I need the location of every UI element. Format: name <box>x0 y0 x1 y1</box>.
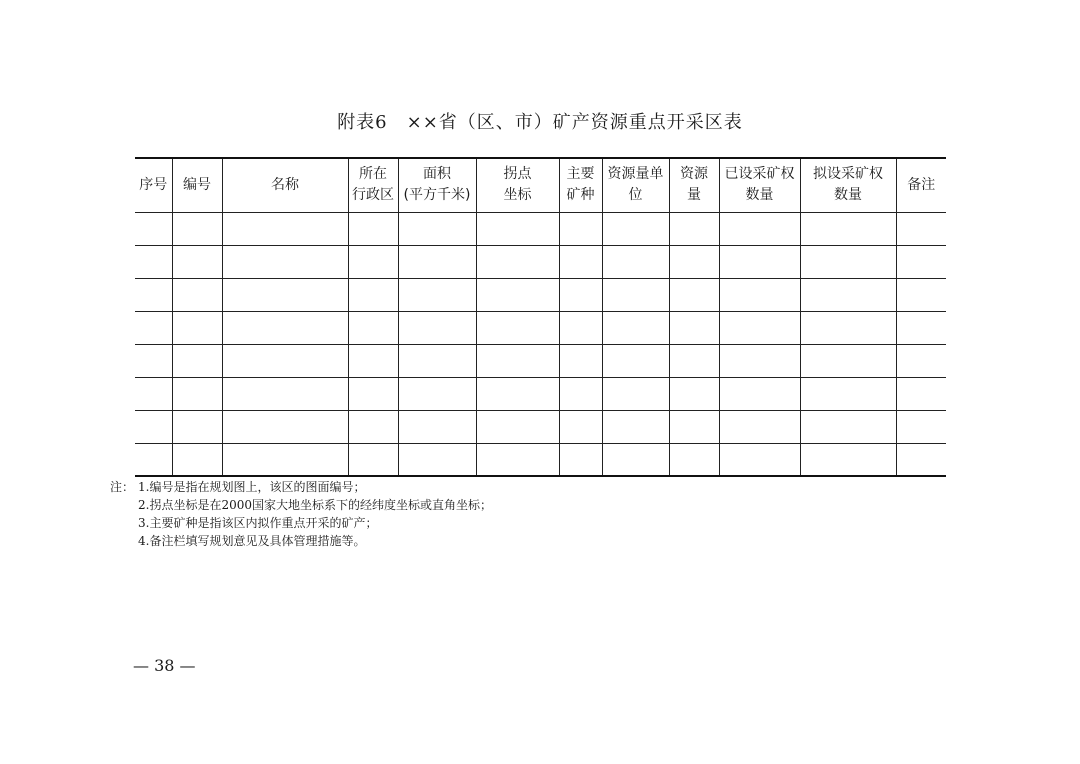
table-cell <box>476 410 559 443</box>
table-cell <box>348 443 398 476</box>
column-header <box>559 158 602 212</box>
column-header-line: 所在 <box>359 166 387 183</box>
column-header-line: 数量 <box>834 187 862 204</box>
table-cell <box>559 443 602 476</box>
table-cell <box>719 245 800 278</box>
table-cell <box>135 278 172 311</box>
table-cell <box>348 212 398 245</box>
table-cell <box>669 311 719 344</box>
table-cell <box>669 443 719 476</box>
footnote-text: 3.主要矿种是指该区内拟作重点开采的矿产； <box>138 516 378 530</box>
table-cell <box>172 410 222 443</box>
table-row <box>135 410 946 443</box>
table-cell <box>398 443 476 476</box>
table-cell <box>172 377 222 410</box>
table-cell <box>222 311 348 344</box>
table-cell <box>398 344 476 377</box>
table-cell <box>559 245 602 278</box>
table-cell <box>669 245 719 278</box>
table-row <box>135 344 946 377</box>
table-cell <box>172 311 222 344</box>
table-cell <box>800 245 896 278</box>
table-cell <box>135 377 172 410</box>
column-header <box>172 158 222 212</box>
column-header-line: 坐标 <box>503 187 532 204</box>
table-cell <box>398 212 476 245</box>
table-cell <box>719 278 800 311</box>
column-header <box>602 158 669 212</box>
table-cell <box>669 344 719 377</box>
table-cell <box>398 377 476 410</box>
table-cell <box>896 245 946 278</box>
table-cell <box>800 344 896 377</box>
column-header-line: 行政区 <box>352 187 394 204</box>
footnote-item <box>110 514 492 532</box>
table-cell <box>719 344 800 377</box>
table-cell <box>135 443 172 476</box>
table-cell <box>602 377 669 410</box>
table-cell <box>222 212 348 245</box>
table-cell <box>719 311 800 344</box>
table-cell <box>398 245 476 278</box>
column-header-line: 编号 <box>183 176 211 193</box>
table-cell <box>172 443 222 476</box>
footnote-item <box>110 532 492 550</box>
table-cell <box>222 245 348 278</box>
table-cell <box>800 377 896 410</box>
table-cell <box>348 410 398 443</box>
column-header-line: 矿种 <box>566 187 595 204</box>
table-cell <box>602 443 669 476</box>
column-header-line: 量 <box>687 187 701 204</box>
table-cell <box>602 278 669 311</box>
table-cell <box>476 212 559 245</box>
footnote-text: 4.备注栏填写规划意见及具体管理措施等。 <box>138 534 366 548</box>
column-header-line: 拟设采矿权 <box>813 166 883 183</box>
table-cell <box>719 410 800 443</box>
table-cell <box>559 311 602 344</box>
footnote-item <box>110 496 492 514</box>
table-cell <box>222 443 348 476</box>
column-header-line: 数量 <box>745 187 774 204</box>
column-header-line: 备注 <box>907 176 936 193</box>
table-cell <box>896 344 946 377</box>
table-row <box>135 377 946 410</box>
table-cell <box>896 377 946 410</box>
table-cell <box>800 278 896 311</box>
footnote-text: 1.编号是指在规划图上，该区的图面编号； <box>138 480 366 494</box>
table-cell <box>476 311 559 344</box>
table-cell <box>476 443 559 476</box>
table-row <box>135 443 946 476</box>
column-header <box>135 158 172 212</box>
footnote-prefix: 注： <box>110 480 135 494</box>
column-header-line: 面积 <box>423 166 451 183</box>
table-cell <box>172 212 222 245</box>
table-cell <box>222 410 348 443</box>
table-cell <box>719 212 800 245</box>
table-cell <box>348 278 398 311</box>
table-cell <box>719 377 800 410</box>
table-cell <box>476 377 559 410</box>
table-cell <box>800 212 896 245</box>
table-cell <box>135 245 172 278</box>
column-header <box>398 158 476 212</box>
table-cell <box>559 410 602 443</box>
table-row <box>135 245 946 278</box>
table-cell <box>602 245 669 278</box>
table-cell <box>476 344 559 377</box>
table-cell <box>135 410 172 443</box>
column-header-line: 序号 <box>139 176 168 193</box>
table-cell <box>348 344 398 377</box>
column-header-line: 位 <box>628 187 643 204</box>
table-cell <box>669 212 719 245</box>
column-header <box>896 158 946 212</box>
table-cell <box>602 212 669 245</box>
table-cell <box>559 278 602 311</box>
table-cell <box>222 278 348 311</box>
table-cell <box>896 311 946 344</box>
table-cell <box>602 410 669 443</box>
table-cell <box>800 443 896 476</box>
table-cell <box>135 344 172 377</box>
table-cell <box>348 377 398 410</box>
table-cell <box>669 410 719 443</box>
table-cell <box>896 443 946 476</box>
table-cell <box>559 377 602 410</box>
table-cell <box>800 311 896 344</box>
table-header-row <box>135 158 946 212</box>
table-cell <box>348 245 398 278</box>
table-cell <box>172 344 222 377</box>
table-cell <box>476 278 559 311</box>
column-header <box>222 158 348 212</box>
table-cell <box>222 377 348 410</box>
column-header <box>669 158 719 212</box>
footnote-item <box>110 478 492 496</box>
table-cell <box>602 311 669 344</box>
column-header-line: 资源 <box>680 166 708 183</box>
table-cell <box>559 212 602 245</box>
table-cell <box>602 344 669 377</box>
mining-area-table <box>135 157 946 477</box>
table-cell <box>896 278 946 311</box>
column-header-line: 已设采矿权 <box>724 166 795 183</box>
table-cell <box>669 278 719 311</box>
table-row <box>135 311 946 344</box>
table-cell <box>719 443 800 476</box>
column-header <box>476 158 559 212</box>
column-header-line: 名称 <box>271 176 299 193</box>
table-cell <box>896 212 946 245</box>
column-header-line: 主要 <box>566 166 595 183</box>
column-header-line: (平方千米) <box>403 187 471 204</box>
table-cell <box>135 311 172 344</box>
table-cell <box>222 344 348 377</box>
table-row <box>135 278 946 311</box>
table-cell <box>135 212 172 245</box>
table-cell <box>398 410 476 443</box>
column-header <box>719 158 800 212</box>
page-number: — 38 — <box>133 656 196 675</box>
table-cell <box>476 245 559 278</box>
column-header <box>800 158 896 212</box>
table-title: 附表6 ××省（区、市）矿产资源重点开采区表 <box>337 112 743 133</box>
table-cell <box>172 278 222 311</box>
table-cell <box>172 245 222 278</box>
table-cell <box>800 410 896 443</box>
column-header-line: 拐点 <box>503 166 532 183</box>
table-cell <box>896 410 946 443</box>
table-row <box>135 212 946 245</box>
table-cell <box>398 311 476 344</box>
column-header-line: 资源量单 <box>607 166 664 183</box>
footnotes <box>110 478 492 550</box>
table-cell <box>669 377 719 410</box>
footnote-text: 2.拐点坐标是在2000国家大地坐标系下的经纬度坐标或直角坐标； <box>138 498 492 512</box>
table-cell <box>559 344 602 377</box>
column-header <box>348 158 398 212</box>
table-cell <box>348 311 398 344</box>
table-cell <box>398 278 476 311</box>
